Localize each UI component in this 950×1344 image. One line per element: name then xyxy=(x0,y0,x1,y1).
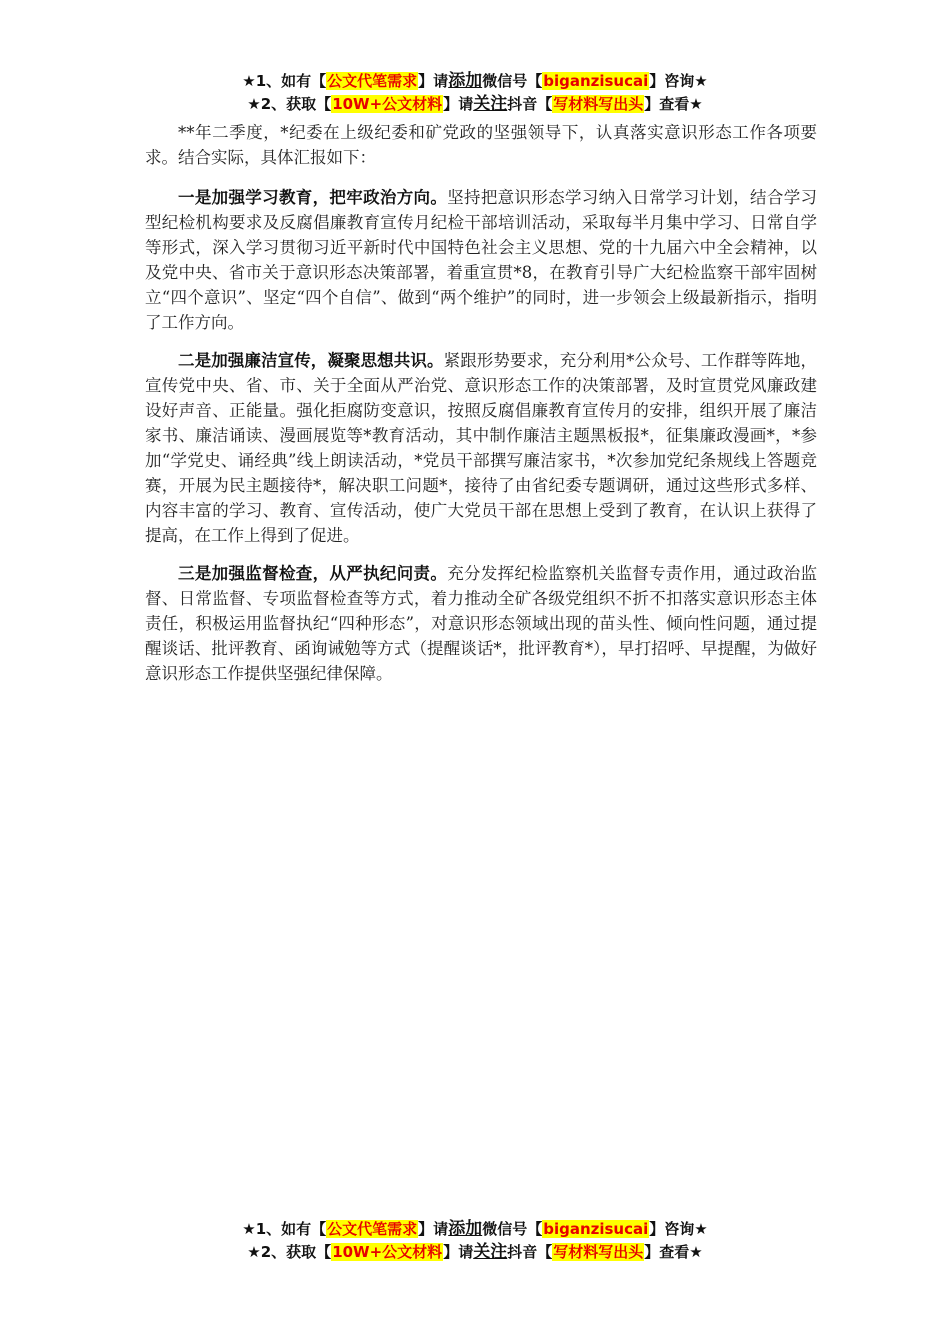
banner-line-1 xyxy=(0,70,950,93)
highlight-label: 公文代笔需求 xyxy=(327,1220,418,1238)
banner-text: 抖音【 xyxy=(507,95,553,113)
underlined-keyword: 添加 xyxy=(448,1219,483,1239)
bottom-banner xyxy=(0,1218,950,1264)
section-body: 坚持把意识形态学习纳入日常学习计划，结合学习型纪检机构要求及反腐倡廉教育宣传月纪检干部培训活动，采取每半月集中学习、日常自学等形式，深入学习贯彻习近平新时代中国特色社会主义思想、党的十九届六中全会精神，以及党中央、省市关于意识形态决策部署，着重宣贯*8，在教育引导广大纪检监察干部牢固树立“四个意识”、坚定“四个自信”、做到“两个维护”的同时，进一步领会上级最新指示，指明了工作方向。 xyxy=(145,188,818,332)
douyin-account: 写材料写出头 xyxy=(553,95,644,113)
section-body: 紧跟形势要求，充分利用*公众号、工作群等阵地，宣传党中央、省、市、关于全面从严治党、意识形态工作的决策部署，及时宣贯党风廉政建设好声音、正能量。强化拒腐防变意识，按照反腐倡廉教育宣传月的安排，组织开展了廉洁家书、廉洁诵读、漫画展览等*教育活动，其中制作廉洁主题黑板报*，征集廉政漫画*，*参加“学党史、诵经典”线上朗读活动，*党员干部撰写廉洁家书，*次参加党纪条规线上答题竞赛，开展为民主题接待*，解决职工问题*，接待了由省纪委专题调研，通过这些形式多样、内容丰富的学习、教育、宣传活动，使广大党员干部在思想上受到了教育，在认识上获得了提高，在工作上得到了促进。 xyxy=(145,351,818,545)
highlight-label: 公文代笔需求 xyxy=(327,72,418,90)
banner-text: 】查看★ xyxy=(644,95,703,113)
banner-text: 微信号【 xyxy=(482,1220,543,1238)
banner-text: 】请 xyxy=(443,95,474,113)
section-heading: 二是加强廉洁宣传，凝聚思想共识。 xyxy=(178,351,444,370)
underlined-keyword: 关注 xyxy=(473,1242,508,1262)
section-paragraph-2 xyxy=(145,348,817,548)
banner-text: 微信号【 xyxy=(482,72,543,90)
banner-text: 抖音【 xyxy=(507,1243,553,1261)
section-heading: 三是加强监督检查，从严执纪问责。 xyxy=(178,564,448,583)
wechat-id: biganzisucai xyxy=(543,72,649,90)
banner-text: ★1、如有【 xyxy=(242,1220,327,1238)
douyin-account: 写材料写出头 xyxy=(553,1243,644,1261)
banner-line-1 xyxy=(0,1218,950,1241)
banner-text: 】查看★ xyxy=(644,1243,703,1261)
highlight-label: 10W+公文材料 xyxy=(332,95,443,113)
underlined-keyword: 添加 xyxy=(448,71,483,91)
banner-line-2 xyxy=(0,93,950,116)
section-paragraph-3 xyxy=(145,561,817,686)
banner-line-2 xyxy=(0,1241,950,1264)
banner-text: ★1、如有【 xyxy=(242,72,327,90)
banner-text: ★2、获取【 xyxy=(247,1243,332,1261)
banner-text: 】请 xyxy=(418,72,449,90)
document-body xyxy=(145,120,817,699)
banner-text: 】咨询★ xyxy=(649,72,708,90)
banner-text: 】咨询★ xyxy=(649,1220,708,1238)
wechat-id: biganzisucai xyxy=(543,1220,649,1238)
section-body: 充分发挥纪检监察机关监督专责作用，通过政治监督、日常监督、专项监督检查等方式，着力推动全矿各级党组织不折不扣落实意识形态主体责任，积极运用监督执纪“四种形态”，对意识形态领域出现的苗头性、倾向性问题，通过提醒谈话、批评教育、函询诫勉等方式（提醒谈话*，批评教育*），早打招呼、早提醒，为做好意识形态工作提供坚强纪律保障。 xyxy=(145,564,818,683)
top-banner xyxy=(0,70,950,116)
section-heading: 一是加强学习教育，把牢政治方向。 xyxy=(178,188,448,207)
highlight-label: 10W+公文材料 xyxy=(332,1243,443,1261)
banner-text: 】请 xyxy=(418,1220,449,1238)
banner-text: 】请 xyxy=(443,1243,474,1261)
banner-text: ★2、获取【 xyxy=(247,95,332,113)
section-paragraph-1 xyxy=(145,185,817,335)
underlined-keyword: 关注 xyxy=(473,94,508,114)
intro-paragraph: **年二季度，*纪委在上级纪委和矿党政的坚强领导下，认真落实意识形态工作各项要求。结合实际，具体汇报如下： xyxy=(145,123,817,167)
